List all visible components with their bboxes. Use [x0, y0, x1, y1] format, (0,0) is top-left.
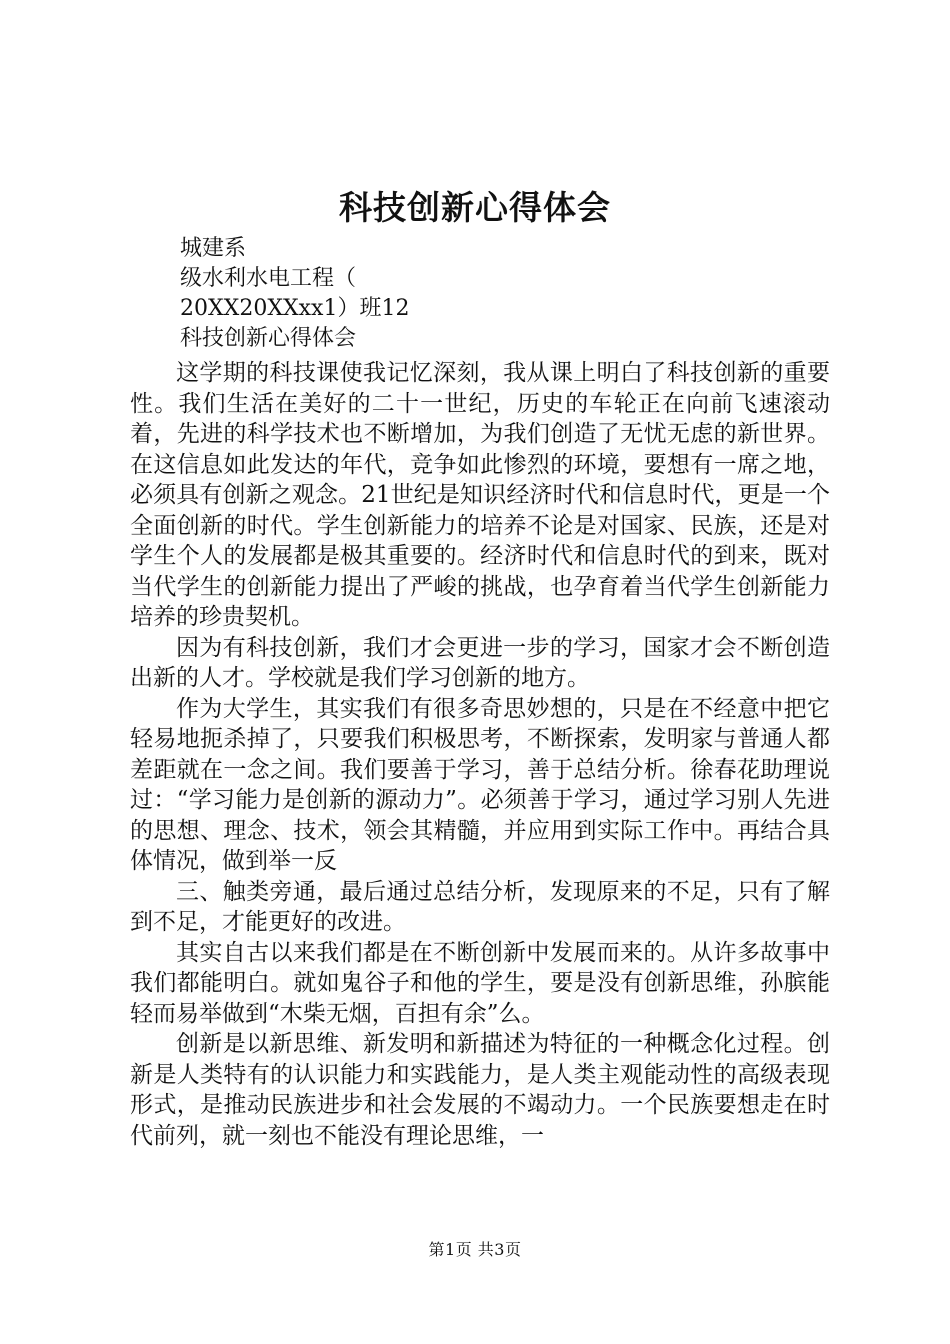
paragraph: 这学期的科技课使我记忆深刻，我从课上明白了科技创新的重要性。我们生活在美好的二十一世纪，历史的车轮正在向前飞速滚动着，先进的科学技术也不断增加，为我们创造了无忧无虑的新世界。在这信息如此发达的年代，竞争如此惨烈的环境，要想有一席之地，必须具有创新之观念。21世纪是知识经济时代和信息时代，更是一个全面创新的时代。学生创新能力的培养不论是对国家、民族，还是对学生个人的发展都是极其重要的。经济时代和信息时代的到来，既对当代学生的创新能力提出了严峻的挑战，也孕育着当代学生创新能力培养的珍贵契机。 [130, 360, 830, 630]
header-department: 城建系 [180, 236, 247, 261]
paragraph: 创新是以新思维、新发明和新描述为特征的一种概念化过程。创新是人类特有的认识能力和实践能力，是人类主观能动性的高级表现形式，是推动民族进步和社会发展的不竭动力。一个民族要想走在时代前列，就一刻也不能没有理论思维，一 [130, 1031, 830, 1149]
document-header [180, 234, 830, 354]
paragraph: 作为大学生，其实我们有很多奇思妙想的，只是在不经意中把它轻易地扼杀掉了，只要我们积极思考，不断探索，发明家与普通人都差距就在一念之间。我们要善于学习，善于总结分析。徐春花助理说过：“学习能力是创新的源动力”。必须善于学习，通过学习别人先进的思想、理念、技术，领会其精髓，并应用到实际工作中。再结合具体情况，做到举一反 [130, 695, 830, 874]
header-major: 级水利水电工程（ [180, 266, 357, 291]
document-title: 科技创新心得体会 [339, 188, 611, 227]
page-number-footer: 第1页 共3页 [428, 1240, 522, 1259]
paragraph: 三、触类旁通，最后通过总结分析，发现原来的不足，只有了解到不足，才能更好的改进。 [130, 878, 830, 935]
paragraph: 其实自古以来我们都是在不断创新中发展而来的。从许多故事中我们都能明白。就如鬼谷子和他的学生，要是没有创新思维，孙膑能轻而易举做到“木柴无烟，百担有余”么。 [130, 939, 830, 1027]
paragraph: 因为有科技创新，我们才会更进一步的学习，国家才会不断创造出新的人才。学校就是我们学习创新的地方。 [130, 634, 830, 691]
header-subtitle: 科技创新心得体会 [180, 326, 357, 351]
document-body [130, 358, 830, 1151]
header-class: 20XX20XXxx1）班12 [180, 296, 410, 321]
